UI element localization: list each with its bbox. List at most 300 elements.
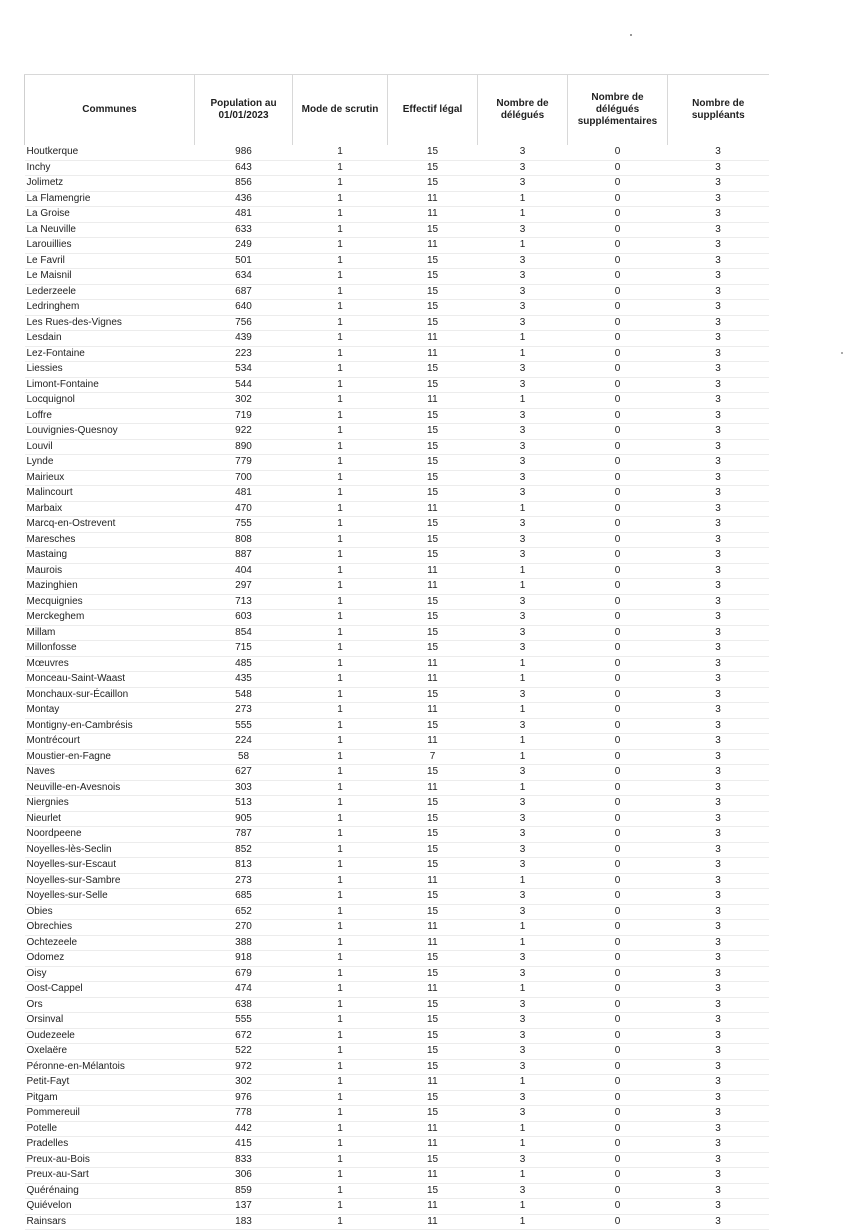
suppleants-cell: 3: [668, 811, 769, 827]
header-delegues: Nombre de délégués: [478, 75, 568, 146]
commune-cell: Inchy: [25, 160, 195, 176]
suppleants-cell: 3: [668, 1013, 769, 1029]
delegues-cell: 1: [478, 563, 568, 579]
table-row: [25, 873, 769, 889]
population-cell: 249: [195, 238, 293, 254]
commune-cell: Montrécourt: [25, 734, 195, 750]
supplementaires-cell: 0: [568, 749, 668, 765]
population-cell: 713: [195, 594, 293, 610]
suppleants-cell: 3: [668, 904, 769, 920]
supplementaires-cell: 0: [568, 920, 668, 936]
delegues-cell: 3: [478, 594, 568, 610]
effectif-cell: 11: [388, 703, 478, 719]
supplementaires-cell: 0: [568, 532, 668, 548]
delegues-cell: 3: [478, 1028, 568, 1044]
suppleants-cell: 3: [668, 765, 769, 781]
suppleants-cell: 3: [668, 501, 769, 517]
effectif-cell: 11: [388, 656, 478, 672]
suppleants-cell: 3: [668, 455, 769, 471]
mode-cell: 1: [293, 904, 388, 920]
delegues-cell: 3: [478, 548, 568, 564]
commune-cell: Neuville-en-Avesnois: [25, 780, 195, 796]
supplementaires-cell: 0: [568, 1199, 668, 1215]
supplementaires-cell: 0: [568, 1090, 668, 1106]
table-row: [25, 455, 769, 471]
table-row: [25, 501, 769, 517]
delegues-cell: 3: [478, 1044, 568, 1060]
suppleants-cell: 3: [668, 548, 769, 564]
delegues-cell: 1: [478, 207, 568, 223]
table-row: [25, 362, 769, 378]
effectif-cell: 15: [388, 966, 478, 982]
delegues-cell: 1: [478, 982, 568, 998]
population-cell: 224: [195, 734, 293, 750]
table-body: [25, 145, 769, 1230]
effectif-cell: 11: [388, 1121, 478, 1137]
delegues-cell: 3: [478, 904, 568, 920]
delegues-cell: 1: [478, 1121, 568, 1137]
delegues-cell: 1: [478, 873, 568, 889]
commune-cell: Niergnies: [25, 796, 195, 812]
suppleants-cell: 3: [668, 269, 769, 285]
commune-cell: Oisy: [25, 966, 195, 982]
suppleants-cell: 3: [668, 1059, 769, 1075]
suppleants-cell: 3: [668, 393, 769, 409]
commune-cell: Larouillies: [25, 238, 195, 254]
table-row: [25, 1013, 769, 1029]
suppleants-cell: 3: [668, 827, 769, 843]
table-row: [25, 625, 769, 641]
supplementaires-cell: 0: [568, 734, 668, 750]
population-cell: 302: [195, 393, 293, 409]
delegues-cell: 1: [478, 191, 568, 207]
mode-cell: 1: [293, 811, 388, 827]
effectif-cell: 11: [388, 780, 478, 796]
table-row: [25, 1106, 769, 1122]
table-row: [25, 1199, 769, 1215]
population-cell: 435: [195, 672, 293, 688]
effectif-cell: 11: [388, 1199, 478, 1215]
mode-cell: 1: [293, 470, 388, 486]
delegues-cell: 3: [478, 951, 568, 967]
effectif-cell: 15: [388, 641, 478, 657]
supplementaires-cell: 0: [568, 780, 668, 796]
effectif-cell: 15: [388, 315, 478, 331]
commune-cell: Quiévelon: [25, 1199, 195, 1215]
population-cell: 852: [195, 842, 293, 858]
effectif-cell: 15: [388, 796, 478, 812]
suppleants-cell: 3: [668, 1044, 769, 1060]
table-row: [25, 842, 769, 858]
effectif-cell: 15: [388, 269, 478, 285]
population-cell: 513: [195, 796, 293, 812]
suppleants-cell: 3: [668, 796, 769, 812]
table-row: [25, 191, 769, 207]
communes-table: [24, 74, 769, 1230]
commune-cell: Pradelles: [25, 1137, 195, 1153]
commune-cell: Odomez: [25, 951, 195, 967]
header-suppleants: Nombre de suppléants: [668, 75, 769, 146]
supplementaires-cell: 0: [568, 424, 668, 440]
commune-cell: Noyelles-lès-Seclin: [25, 842, 195, 858]
suppleants-cell: 3: [668, 920, 769, 936]
commune-cell: Noyelles-sur-Escaut: [25, 858, 195, 874]
commune-cell: Maresches: [25, 532, 195, 548]
header-communes: Communes: [25, 75, 195, 146]
supplementaires-cell: 0: [568, 1028, 668, 1044]
suppleants-cell: 3: [668, 253, 769, 269]
suppleants-cell: 3: [668, 734, 769, 750]
commune-cell: Nieurlet: [25, 811, 195, 827]
delegues-cell: 3: [478, 1183, 568, 1199]
table-row: [25, 718, 769, 734]
delegues-cell: 3: [478, 315, 568, 331]
table-row: [25, 1214, 769, 1230]
population-cell: 634: [195, 269, 293, 285]
population-cell: 415: [195, 1137, 293, 1153]
effectif-cell: 15: [388, 997, 478, 1013]
suppleants-cell: 3: [668, 176, 769, 192]
suppleants-cell: 3: [668, 594, 769, 610]
delegues-cell: 3: [478, 377, 568, 393]
commune-cell: Lynde: [25, 455, 195, 471]
population-cell: 522: [195, 1044, 293, 1060]
table-row: [25, 1059, 769, 1075]
table-row: [25, 827, 769, 843]
suppleants-cell: 3: [668, 315, 769, 331]
suppleants-cell: 3: [668, 625, 769, 641]
commune-cell: Petit-Fayt: [25, 1075, 195, 1091]
supplementaires-cell: 0: [568, 145, 668, 160]
mode-cell: 1: [293, 1090, 388, 1106]
delegues-cell: 1: [478, 703, 568, 719]
table-row: [25, 532, 769, 548]
supplementaires-cell: 0: [568, 765, 668, 781]
suppleants-cell: 3: [668, 610, 769, 626]
header-mode: Mode de scrutin: [293, 75, 388, 146]
effectif-cell: 15: [388, 222, 478, 238]
supplementaires-cell: 0: [568, 176, 668, 192]
population-cell: 481: [195, 486, 293, 502]
table-row: [25, 300, 769, 316]
commune-cell: Quérénaing: [25, 1183, 195, 1199]
supplementaires-cell: 0: [568, 470, 668, 486]
effectif-cell: 15: [388, 1059, 478, 1075]
commune-cell: Ors: [25, 997, 195, 1013]
table-row: [25, 1152, 769, 1168]
commune-cell: Potelle: [25, 1121, 195, 1137]
commune-cell: Preux-au-Sart: [25, 1168, 195, 1184]
commune-cell: Preux-au-Bois: [25, 1152, 195, 1168]
supplementaires-cell: 0: [568, 253, 668, 269]
delegues-cell: 1: [478, 920, 568, 936]
effectif-cell: 15: [388, 377, 478, 393]
effectif-cell: 11: [388, 734, 478, 750]
effectif-cell: 15: [388, 610, 478, 626]
table-row: [25, 966, 769, 982]
delegues-cell: 1: [478, 734, 568, 750]
supplementaires-cell: 0: [568, 641, 668, 657]
commune-cell: Limont-Fontaine: [25, 377, 195, 393]
effectif-cell: 15: [388, 625, 478, 641]
commune-cell: Jolimetz: [25, 176, 195, 192]
effectif-cell: 15: [388, 176, 478, 192]
table-row: [25, 222, 769, 238]
suppleants-cell: 3: [668, 966, 769, 982]
mode-cell: 1: [293, 517, 388, 533]
commune-cell: Obrechies: [25, 920, 195, 936]
mode-cell: 1: [293, 1028, 388, 1044]
effectif-cell: 11: [388, 238, 478, 254]
delegues-cell: 3: [478, 811, 568, 827]
delegues-cell: 3: [478, 160, 568, 176]
effectif-cell: 15: [388, 517, 478, 533]
commune-cell: Louvignies-Quesnoy: [25, 424, 195, 440]
mode-cell: 1: [293, 951, 388, 967]
mode-cell: 1: [293, 749, 388, 765]
commune-cell: Locquignol: [25, 393, 195, 409]
effectif-cell: 15: [388, 300, 478, 316]
mode-cell: 1: [293, 253, 388, 269]
table-row: [25, 238, 769, 254]
mode-cell: 1: [293, 873, 388, 889]
mode-cell: 1: [293, 222, 388, 238]
commune-cell: Oost-Cappel: [25, 982, 195, 998]
mode-cell: 1: [293, 1152, 388, 1168]
mode-cell: 1: [293, 300, 388, 316]
population-cell: 404: [195, 563, 293, 579]
supplementaires-cell: 0: [568, 1075, 668, 1091]
commune-cell: Maurois: [25, 563, 195, 579]
commune-cell: Le Maisnil: [25, 269, 195, 285]
mode-cell: 1: [293, 439, 388, 455]
population-cell: 755: [195, 517, 293, 533]
population-cell: 685: [195, 889, 293, 905]
mode-cell: 1: [293, 966, 388, 982]
suppleants-cell: 3: [668, 873, 769, 889]
mode-cell: 1: [293, 1183, 388, 1199]
mode-cell: 1: [293, 377, 388, 393]
population-cell: 306: [195, 1168, 293, 1184]
delegues-cell: 1: [478, 501, 568, 517]
delegues-cell: 3: [478, 455, 568, 471]
supplementaires-cell: 0: [568, 238, 668, 254]
population-cell: 640: [195, 300, 293, 316]
commune-cell: Mœuvres: [25, 656, 195, 672]
effectif-cell: 15: [388, 424, 478, 440]
mode-cell: 1: [293, 315, 388, 331]
suppleants-cell: 3: [668, 207, 769, 223]
effectif-cell: 15: [388, 470, 478, 486]
effectif-cell: 15: [388, 548, 478, 564]
effectif-cell: 11: [388, 1137, 478, 1153]
delegues-cell: 1: [478, 749, 568, 765]
table-row: [25, 610, 769, 626]
suppleants-cell: 3: [668, 997, 769, 1013]
table-row: [25, 253, 769, 269]
suppleants-cell: 3: [668, 1075, 769, 1091]
supplementaires-cell: 0: [568, 889, 668, 905]
suppleants-cell: 3: [668, 982, 769, 998]
supplementaires-cell: 0: [568, 408, 668, 424]
effectif-cell: 15: [388, 1152, 478, 1168]
supplementaires-cell: 0: [568, 377, 668, 393]
supplementaires-cell: 0: [568, 486, 668, 502]
commune-cell: Orsinval: [25, 1013, 195, 1029]
effectif-cell: 11: [388, 920, 478, 936]
table-row: [25, 982, 769, 998]
mode-cell: 1: [293, 238, 388, 254]
suppleants-cell: 3: [668, 858, 769, 874]
table-row: [25, 656, 769, 672]
mode-cell: 1: [293, 780, 388, 796]
effectif-cell: 15: [388, 718, 478, 734]
suppleants-cell: 3: [668, 1106, 769, 1122]
commune-cell: Monceau-Saint-Waast: [25, 672, 195, 688]
commune-cell: Monchaux-sur-Écaillon: [25, 687, 195, 703]
population-cell: 273: [195, 703, 293, 719]
delegues-cell: 3: [478, 300, 568, 316]
delegues-cell: 3: [478, 1013, 568, 1029]
commune-cell: Pitgam: [25, 1090, 195, 1106]
commune-cell: Millam: [25, 625, 195, 641]
population-cell: 555: [195, 718, 293, 734]
population-cell: 534: [195, 362, 293, 378]
delegues-cell: 3: [478, 997, 568, 1013]
population-cell: 833: [195, 1152, 293, 1168]
effectif-cell: 11: [388, 191, 478, 207]
mode-cell: 1: [293, 160, 388, 176]
population-cell: 633: [195, 222, 293, 238]
effectif-cell: 15: [388, 594, 478, 610]
commune-cell: Ledringhem: [25, 300, 195, 316]
supplementaires-cell: 0: [568, 672, 668, 688]
population-cell: 501: [195, 253, 293, 269]
effectif-cell: 15: [388, 532, 478, 548]
mode-cell: 1: [293, 920, 388, 936]
table-row: [25, 424, 769, 440]
commune-cell: Lez-Fontaine: [25, 346, 195, 362]
mode-cell: 1: [293, 1199, 388, 1215]
supplementaires-cell: 0: [568, 904, 668, 920]
suppleants-cell: 3: [668, 951, 769, 967]
suppleants-cell: 3: [668, 1199, 769, 1215]
population-cell: 719: [195, 408, 293, 424]
mode-cell: 1: [293, 997, 388, 1013]
delegues-cell: 3: [478, 687, 568, 703]
suppleants-cell: 3: [668, 780, 769, 796]
effectif-cell: 15: [388, 439, 478, 455]
population-cell: 58: [195, 749, 293, 765]
table-row: [25, 1090, 769, 1106]
population-cell: 918: [195, 951, 293, 967]
suppleants-cell: 3: [668, 191, 769, 207]
suppleants-cell: 3: [668, 160, 769, 176]
effectif-cell: 11: [388, 1214, 478, 1230]
effectif-cell: 15: [388, 765, 478, 781]
effectif-cell: 11: [388, 1168, 478, 1184]
suppleants-cell: 3: [668, 145, 769, 160]
suppleants-cell: 3: [668, 439, 769, 455]
effectif-cell: 15: [388, 904, 478, 920]
mode-cell: 1: [293, 656, 388, 672]
header-population: Population au 01/01/2023: [195, 75, 293, 146]
suppleants-cell: 3: [668, 687, 769, 703]
supplementaires-cell: 0: [568, 827, 668, 843]
effectif-cell: 15: [388, 362, 478, 378]
mode-cell: 1: [293, 1044, 388, 1060]
table-row: [25, 315, 769, 331]
table-row: [25, 703, 769, 719]
suppleants-cell: 3: [668, 486, 769, 502]
delegues-cell: 1: [478, 1168, 568, 1184]
mode-cell: 1: [293, 207, 388, 223]
commune-cell: La Flamengrie: [25, 191, 195, 207]
population-cell: 603: [195, 610, 293, 626]
suppleants-cell: 3: [668, 749, 769, 765]
effectif-cell: 15: [388, 858, 478, 874]
supplementaires-cell: 0: [568, 579, 668, 595]
supplementaires-cell: 0: [568, 718, 668, 734]
suppleants-cell: 3: [668, 284, 769, 300]
mode-cell: 1: [293, 610, 388, 626]
supplementaires-cell: 0: [568, 656, 668, 672]
population-cell: 273: [195, 873, 293, 889]
mode-cell: 1: [293, 501, 388, 517]
mode-cell: 1: [293, 548, 388, 564]
effectif-cell: 15: [388, 842, 478, 858]
delegues-cell: 3: [478, 1152, 568, 1168]
mode-cell: 1: [293, 1106, 388, 1122]
suppleants-cell: 3: [668, 424, 769, 440]
population-cell: 302: [195, 1075, 293, 1091]
table-row: [25, 1044, 769, 1060]
population-cell: 643: [195, 160, 293, 176]
scan-edge-mark: [841, 352, 843, 354]
commune-cell: Merckeghem: [25, 610, 195, 626]
table-row: [25, 920, 769, 936]
commune-cell: Millonfosse: [25, 641, 195, 657]
mode-cell: 1: [293, 734, 388, 750]
table-row: [25, 579, 769, 595]
supplementaires-cell: 0: [568, 842, 668, 858]
mode-cell: 1: [293, 346, 388, 362]
effectif-cell: 11: [388, 1075, 478, 1091]
mode-cell: 1: [293, 889, 388, 905]
mode-cell: 1: [293, 408, 388, 424]
table-row: [25, 377, 769, 393]
supplementaires-cell: 0: [568, 501, 668, 517]
delegues-cell: 3: [478, 176, 568, 192]
delegues-cell: 3: [478, 253, 568, 269]
mode-cell: 1: [293, 982, 388, 998]
effectif-cell: 11: [388, 331, 478, 347]
population-cell: 756: [195, 315, 293, 331]
population-cell: 905: [195, 811, 293, 827]
table-row: [25, 889, 769, 905]
mode-cell: 1: [293, 827, 388, 843]
supplementaires-cell: 0: [568, 858, 668, 874]
commune-cell: La Neuville: [25, 222, 195, 238]
supplementaires-cell: 0: [568, 703, 668, 719]
supplementaires-cell: 0: [568, 315, 668, 331]
mode-cell: 1: [293, 331, 388, 347]
supplementaires-cell: 0: [568, 1121, 668, 1137]
population-cell: 859: [195, 1183, 293, 1199]
commune-cell: Marcq-en-Ostrevent: [25, 517, 195, 533]
commune-cell: Marbaix: [25, 501, 195, 517]
document-page: [24, 74, 768, 1230]
